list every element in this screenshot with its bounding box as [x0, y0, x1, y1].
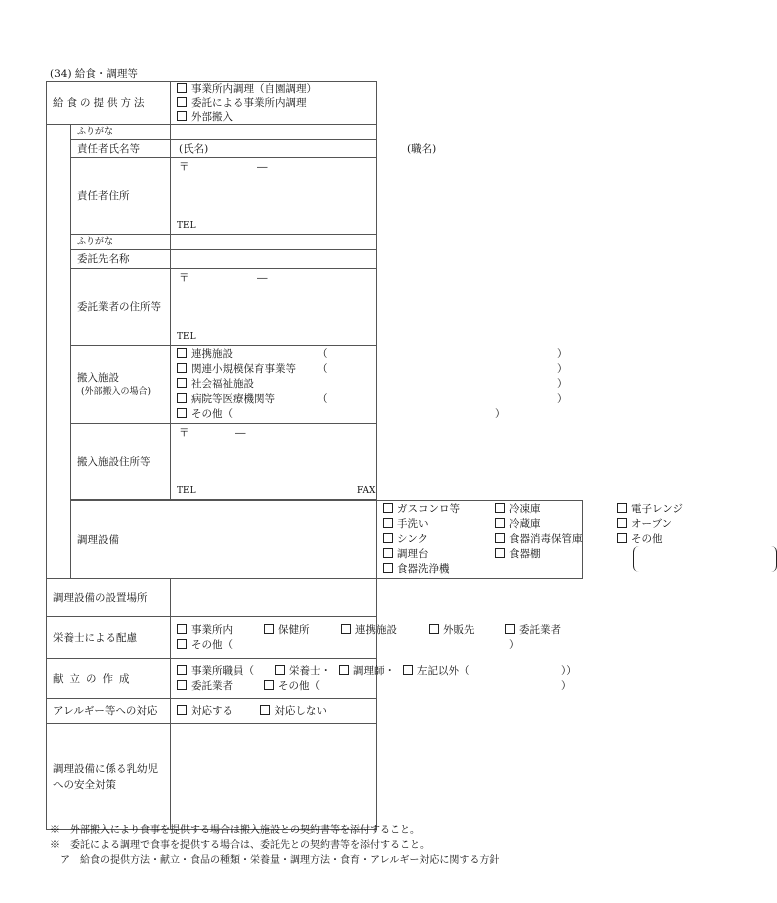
checkbox-icon[interactable]: [177, 393, 187, 403]
contractor-name-field[interactable]: [171, 250, 377, 269]
furigana-label: ふりがな: [71, 235, 171, 250]
postal-dash: ―: [257, 161, 268, 173]
postal-dash: ―: [235, 427, 246, 439]
checkbox-icon[interactable]: [275, 665, 285, 675]
checkbox-icon[interactable]: [505, 624, 515, 634]
title-caption: (職名): [407, 143, 437, 155]
checkbox-icon[interactable]: [177, 83, 187, 93]
method-option-external[interactable]: 外部搬入: [177, 110, 233, 124]
furigana-input[interactable]: [171, 235, 377, 250]
checkbox-icon[interactable]: [383, 518, 393, 528]
allergy-no[interactable]: 対応しない: [260, 704, 327, 718]
meal-form-table: [46, 81, 683, 830]
equip-sterilizer[interactable]: 食器消毒保管庫: [495, 532, 583, 546]
postal-mark: 〒: [179, 161, 190, 173]
checkbox-icon[interactable]: [617, 503, 627, 513]
checkbox-icon[interactable]: [177, 624, 187, 634]
checkbox-icon[interactable]: [177, 639, 187, 649]
equip-freezer[interactable]: 冷凍庫: [495, 502, 541, 516]
responsible-address-label: 責任者住所: [71, 158, 171, 235]
method-option-contracted[interactable]: 委託による事業所内調理: [177, 96, 307, 110]
checkbox-icon[interactable]: [177, 363, 187, 373]
note-external-contract: ※ 外部搬入により食事を提供する場合は搬入施設との契約書等を添付すること。: [50, 825, 420, 836]
menu-label: 献立の作成: [47, 659, 171, 699]
safety-label: 調理設備に係る乳幼児への安全対策: [47, 724, 171, 830]
facility-option-welfare[interactable]: 社会福祉施設: [177, 377, 254, 391]
checkbox-icon[interactable]: [177, 348, 187, 358]
checkbox-icon[interactable]: [617, 518, 627, 528]
method-label: 給食の提供方法: [47, 82, 171, 125]
furigana-input[interactable]: [171, 125, 377, 140]
checkbox-icon[interactable]: [383, 548, 393, 558]
nutri-vendor[interactable]: 外販先: [429, 623, 475, 637]
menu-options: 事業所職員（ 栄養士・ 調理師・ 左記以外（ ）） 委託業者 その他（ ）: [171, 659, 377, 699]
menu-nutritionist[interactable]: 栄養士・: [275, 664, 331, 678]
note-policy: ア 給食の提供方法・献立・食品の種類・栄養量・調理方法・食育・アレルギー対応に関する方針: [50, 855, 500, 866]
method-options: [171, 82, 377, 125]
nutri-partner[interactable]: 連携施設: [341, 623, 397, 637]
checkbox-icon[interactable]: [177, 97, 187, 107]
equip-cupboard[interactable]: 食器棚: [495, 547, 541, 561]
checkbox-icon[interactable]: [177, 408, 187, 418]
equipment-location-field[interactable]: [171, 579, 377, 617]
checkbox-icon[interactable]: [495, 503, 505, 513]
allergy-options: [171, 699, 377, 724]
checkbox-icon[interactable]: [617, 533, 627, 543]
equipment-label: 調理設備: [71, 501, 377, 579]
furigana-label: ふりがな: [71, 125, 171, 140]
allergy-yes[interactable]: 対応する: [177, 704, 233, 718]
facility-option-partner[interactable]: 連携施設: [177, 347, 233, 361]
facility-option-other[interactable]: その他（: [177, 407, 233, 421]
equip-hand-wash[interactable]: 手洗い: [383, 517, 429, 531]
equip-fridge[interactable]: 冷蔵庫: [495, 517, 541, 531]
equip-counter[interactable]: 調理台: [383, 547, 429, 561]
nutritionist-options: 事業所内 保健所 連携施設 外販先 委託業者 その他（ ）: [171, 617, 377, 659]
checkbox-icon[interactable]: [177, 705, 187, 715]
equipment-options: [377, 501, 683, 579]
tel-caption: TEL: [177, 332, 196, 342]
name-caption: (氏名): [179, 143, 209, 155]
postal-mark: 〒: [179, 272, 190, 284]
equip-microwave[interactable]: 電子レンジ: [617, 502, 683, 516]
method-option-in-house[interactable]: 事業所内調理（自園調理）: [177, 82, 317, 96]
notes: [50, 823, 499, 868]
nutri-health-center[interactable]: 保健所: [264, 623, 310, 637]
checkbox-icon[interactable]: [403, 665, 413, 675]
equip-other[interactable]: その他: [617, 532, 663, 546]
nutri-contractor[interactable]: 委託業者: [505, 623, 561, 637]
checkbox-icon[interactable]: [339, 665, 349, 675]
fax-caption: FAX: [357, 486, 376, 496]
equip-other-input[interactable]: [633, 546, 777, 572]
postal-dash: ―: [257, 272, 268, 284]
contractor-address-label: 委託業者の住所等: [71, 269, 171, 346]
checkbox-icon[interactable]: [341, 624, 351, 634]
contractor-address-field[interactable]: [171, 269, 377, 346]
checkbox-icon[interactable]: [383, 563, 393, 573]
safety-field[interactable]: [171, 724, 377, 830]
section-title: (34) 給食・調理等: [50, 68, 138, 80]
checkbox-icon[interactable]: [429, 624, 439, 634]
delivery-facility-options: 連携施設 関連小規模保育事業等 社会福祉施設 病院等医療機関等 その他（ （ （ （ ） ） ） ） ）: [171, 346, 377, 424]
menu-other[interactable]: その他（: [264, 679, 320, 693]
responsible-name-field[interactable]: [171, 140, 437, 158]
delivery-address-field[interactable]: [171, 424, 377, 500]
equipment-location-label: 調理設備の設置場所: [47, 579, 171, 617]
menu-staff[interactable]: 事業所職員（: [177, 664, 254, 678]
facility-option-small-childcare[interactable]: 関連小規模保育事業等: [177, 362, 296, 376]
menu-cook[interactable]: 調理師・: [339, 664, 395, 678]
equip-gas-stove[interactable]: ガスコンロ等: [383, 502, 460, 516]
checkbox-icon[interactable]: [177, 378, 187, 388]
nutri-in-house[interactable]: 事業所内: [177, 623, 233, 637]
delivery-facility-label: 搬入施設 (外部搬入の場合): [71, 346, 171, 424]
allergy-label: アレルギー等への対応: [47, 699, 171, 724]
checkbox-icon[interactable]: [383, 503, 393, 513]
checkbox-icon[interactable]: [177, 111, 187, 121]
checkbox-icon[interactable]: [260, 705, 270, 715]
checkbox-icon[interactable]: [264, 624, 274, 634]
responsible-address-field[interactable]: [171, 158, 377, 235]
checkbox-icon[interactable]: [177, 680, 187, 690]
checkbox-icon[interactable]: [177, 665, 187, 675]
tel-caption: TEL: [177, 486, 196, 496]
left-indent-cell: [47, 125, 71, 579]
checkbox-icon[interactable]: [495, 533, 505, 543]
checkbox-icon[interactable]: [495, 548, 505, 558]
equip-sink[interactable]: シンク: [383, 532, 428, 546]
delivery-address-label: 搬入施設住所等: [71, 424, 171, 500]
note-contracted-contract: ※ 委託による調理で食事を提供する場合は、委託先との契約書等を添付すること。: [50, 840, 430, 851]
menu-other-staff[interactable]: 左記以外（: [403, 664, 470, 678]
equip-oven[interactable]: オーブン: [617, 517, 672, 531]
checkbox-icon[interactable]: [264, 680, 274, 690]
responsible-name-label: 責任者氏名等: [71, 140, 171, 158]
contractor-name-label: 委託先名称: [71, 250, 171, 269]
equip-dishwasher[interactable]: 食器洗浄機: [383, 562, 450, 576]
facility-option-hospital[interactable]: 病院等医療機関等: [177, 392, 275, 406]
checkbox-icon[interactable]: [383, 533, 393, 543]
checkbox-icon[interactable]: [495, 518, 505, 528]
nutri-other[interactable]: その他（: [177, 638, 233, 652]
nutritionist-label: 栄養士による配慮: [47, 617, 171, 659]
menu-contractor[interactable]: 委託業者: [177, 679, 233, 693]
postal-mark: 〒: [179, 427, 190, 439]
tel-caption: TEL: [177, 221, 196, 231]
